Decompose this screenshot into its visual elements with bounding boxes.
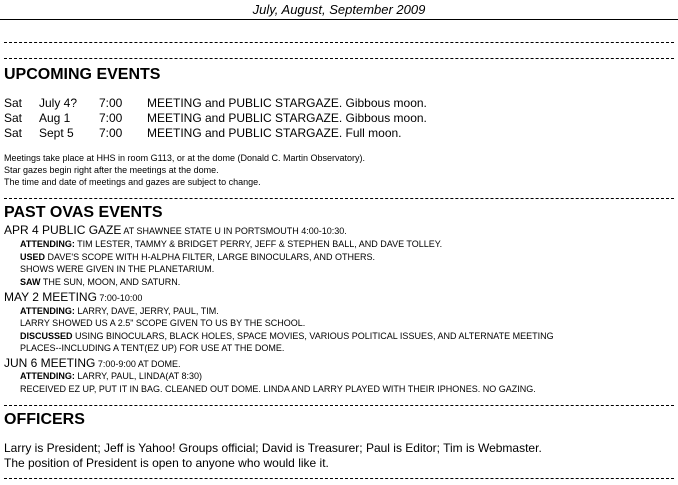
past-event-line: [20, 252, 375, 262]
past-event-title: APR 4 PUBLIC GAZE: [4, 223, 122, 237]
saw-label: SAW: [20, 277, 41, 287]
used-list: DAVE'S SCOPE WITH H-ALPHA FILTER, LARGE BINOCULARS, AND OTHERS.: [45, 252, 375, 262]
meeting-location-note: Meetings take place at HHS in room G113, or at the dome (Donald C. Martin Observatory).: [4, 153, 365, 163]
event-date: Aug 1: [39, 111, 71, 125]
schedule-change-note: The time and date of meetings and gazes are subject to change.: [4, 177, 261, 187]
event-time: 7:00: [99, 96, 123, 110]
past-event-details: 7:00-9:00 AT DOME.: [95, 359, 181, 369]
newsletter-date-header: July, August, September 2009: [0, 0, 678, 20]
past-event-details: 7:00-10:00: [96, 293, 143, 303]
past-event-line: [20, 384, 536, 394]
used-label: USED: [20, 252, 46, 262]
event-description: MEETING and PUBLIC STARGAZE. Gibbous moon.: [147, 96, 427, 110]
event-note: SHOWS WERE GIVEN IN THE PLANETARIUM.: [20, 264, 215, 274]
past-event-title: MAY 2 MEETING: [4, 290, 97, 304]
upcoming-events-title: UPCOMING EVENTS: [4, 66, 161, 83]
past-event-line: [20, 331, 554, 341]
event-time: 7:00: [99, 111, 123, 125]
past-event-title: JUN 6 MEETING: [4, 356, 96, 370]
past-event-line: [20, 371, 202, 381]
officers-list: Larry is President; Jeff is Yahoo! Groups official; David is Treasurer; Paul is Editor; Tim is Webmaster.: [4, 441, 542, 455]
event-note: LARRY SHOWED US A 2.5" SCOPE GIVEN TO US BY THE SCHOOL.: [20, 318, 306, 328]
event-date: Sept 5: [39, 126, 74, 140]
past-event-details: AT SHAWNEE STATE U IN PORTSMOUTH 4:00-10:30.: [121, 226, 347, 236]
discussed-label: DISCUSSED: [20, 331, 73, 341]
event-note: PLACES--INCLUDING A TENT(EZ UP) FOR USE AT THE DOME.: [20, 343, 285, 353]
officers-title: OFFICERS: [4, 411, 85, 428]
past-event-line: [20, 239, 442, 249]
attending-list: TIM LESTER, TAMMY & BRIDGET PERRY, JEFF & STEPHEN BALL, AND DAVE TOLLEY.: [74, 239, 443, 249]
attending-list: LARRY, DAVE, JERRY, PAUL, TIM.: [74, 306, 219, 316]
stargaze-time-note: Star gazes begin right after the meetings at the dome.: [4, 165, 219, 175]
divider: [4, 478, 674, 479]
divider: [4, 42, 674, 43]
event-day: Sat: [4, 126, 23, 140]
past-event-heading: [4, 356, 181, 370]
event-description: MEETING and PUBLIC STARGAZE. Gibbous moon.: [147, 111, 427, 125]
attending-label: ATTENDING:: [20, 239, 75, 249]
event-note: RECEIVED EZ UP, PUT IT IN BAG. CLEANED OUT DOME. LINDA AND LARRY PLAYED WITH THEIR IPHONES. NO GAZING.: [20, 384, 536, 394]
past-event-line: [20, 277, 180, 287]
past-event-line: [20, 264, 214, 274]
event-day: Sat: [4, 111, 23, 125]
past-event-line: [20, 343, 284, 353]
event-time: 7:00: [99, 126, 123, 140]
past-events-title: PAST OVAS EVENTS: [4, 204, 163, 221]
saw-list: THE SUN, MOON, AND SATURN.: [40, 277, 181, 287]
past-event-line: [20, 318, 305, 328]
event-description: MEETING and PUBLIC STARGAZE. Full moon.: [147, 126, 402, 140]
divider: [4, 58, 674, 59]
event-date: July 4?: [39, 96, 78, 110]
attending-label: ATTENDING:: [20, 371, 75, 381]
past-event-line: [20, 306, 219, 316]
attending-label: ATTENDING:: [20, 306, 75, 316]
president-open-note: The position of President is open to anyone who would like it.: [4, 456, 329, 470]
discussed-list: USING BINOCULARS, BLACK HOLES, SPACE MOVIES, VARIOUS POLITICAL ISSUES, AND ALTERNATE MEETING: [72, 331, 554, 341]
past-event-heading: [4, 223, 347, 237]
event-day: Sat: [4, 96, 23, 110]
past-event-heading: [4, 290, 142, 304]
attending-list: LARRY, PAUL, LINDA(AT 8:30): [74, 371, 203, 381]
divider: [4, 198, 674, 199]
divider: [4, 405, 674, 406]
